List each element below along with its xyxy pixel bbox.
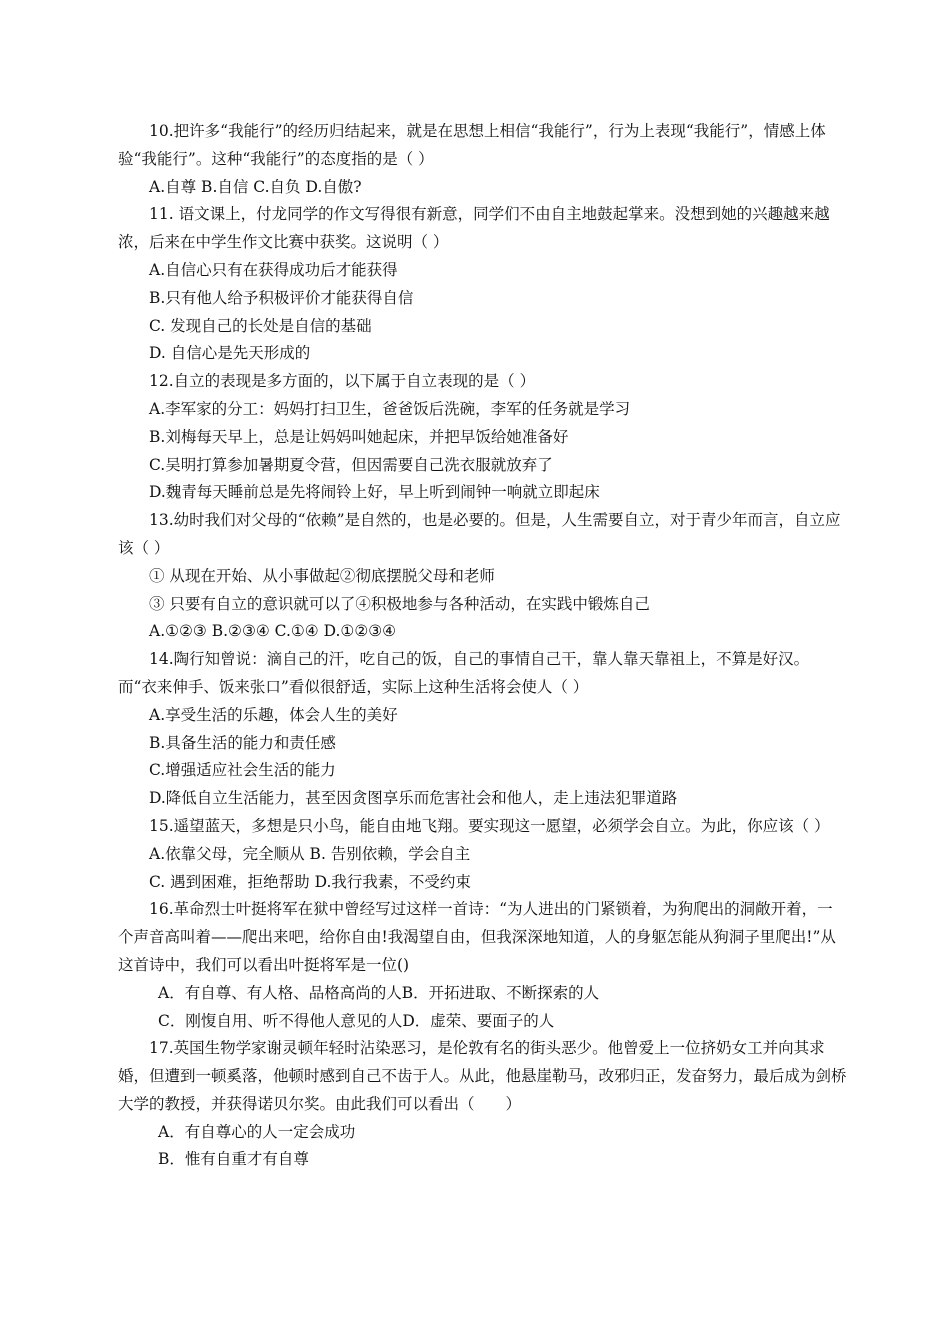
question-16 [118, 896, 848, 1035]
option-line: A.自信心只有在获得成功后才能获得 [149, 260, 398, 279]
question-13 [118, 507, 848, 646]
option-line: D. 自信心是先天形成的 [149, 344, 311, 363]
question-12 [118, 368, 848, 507]
option-line: A.①②③ B.②③④ C.①④ D.①②③④ [149, 622, 397, 641]
question-stem: 17.英国生物学家谢灵顿年轻时沾染恶习，是伦敦有名的街头恶少。他曾爱上一位挤奶女工并向其求婚，但遭到一顿奚落，他顿时感到自己不齿于人。从此，他悬崖勒马，改邪归正，发奋努力，最后成为剑桥大学的教授，并获得诺贝尔奖。由此我们可以看出（ ） [118, 1039, 847, 1113]
question-stem: 16.革命烈士叶挺将军在狱中曾经写过这样一首诗：“为人进出的门紧锁着，为狗爬出的洞敞开着，一个声音高叫着——爬出来吧，给你自由!我渴望自由，但我深深地知道，人的身躯怎能从狗洞子里爬出!”从这首诗中，我们可以看出叶挺将军是一位() [118, 900, 836, 974]
question-stem: 13.幼时我们对父母的“依赖”是自然的，也是必要的。但是，人生需要自立，对于青少年而言，自立应该（ ） [118, 511, 841, 557]
question-11 [118, 201, 848, 368]
option-line: C.增强适应社会生活的能力 [149, 761, 336, 780]
question-14 [118, 646, 848, 813]
option-line: B．惟有自重才有自尊 [158, 1150, 309, 1169]
option-line: C. 发现自己的长处是自信的基础 [149, 316, 372, 335]
question-stem: 14.陶行知曾说：滴自己的汗，吃自己的饭，自己的事情自己干，靠人靠天靠祖上，不算是好汉。而“衣来伸手、饭来张口”看似很舒适，实际上这种生活将会使人（ ） [118, 650, 810, 696]
option-line: B.只有他人给予积极评价才能获得自信 [149, 288, 414, 307]
option-line: A.李军家的分工：妈妈打扫卫生，爸爸饭后洗碗，李军的任务就是学习 [149, 399, 631, 418]
option-line: D.魏青每天睡前总是先将闹铃上好，早上听到闹钟一响就立即起床 [149, 483, 600, 502]
option-line: C. 遇到困难，拒绝帮助 D.我行我素，不受约束 [149, 872, 471, 891]
option-line: ③ 只要有自立的意识就可以了④积极地参与各种活动，在实践中锻炼自己 [149, 594, 650, 613]
question-stem: 10.把许多“我能行”的经历归结起来，就是在思想上相信“我能行”，行为上表现“我能行”，情感上体验“我能行”。这种“我能行”的态度指的是（ ） [118, 122, 826, 168]
option-line: A．有自尊心的人一定会成功 [158, 1122, 356, 1141]
option-line: D.降低自立生活能力，甚至因贪图享乐而危害社会和他人，走上违法犯罪道路 [149, 789, 678, 808]
question-stem: 15.遥望蓝天，多想是只小鸟，能自由地飞翔。要实现这一愿望，必须学会自立。为此，你应该（ ） [149, 816, 830, 835]
option-line: A.自尊 B.自信 C.自负 D.自傲? [149, 177, 362, 196]
question-stem: 11. 语文课上，付龙同学的作文写得很有新意，同学们不由自主地鼓起掌来。没想到她的兴趣越来越浓，后来在中学生作文比赛中获奖。这说明（ ） [118, 205, 830, 252]
option-line: C．刚愎自用、听不得他人意见的人D．虚荣、要面子的人 [158, 1011, 555, 1030]
option-line: B.具备生活的能力和责任感 [149, 733, 336, 752]
question-10 [118, 118, 848, 201]
option-line: A.享受生活的乐趣，体会人生的美好 [149, 705, 398, 724]
question-list [118, 118, 848, 1174]
option-line: A．有自尊、有人格、品格高尚的人B．开拓进取、不断探索的人 [158, 983, 600, 1002]
option-line: B.刘梅每天早上，总是让妈妈叫她起床，并把早饭给她准备好 [149, 427, 569, 446]
question-stem: 12.自立的表现是多方面的，以下属于自立表现的是（ ） [149, 372, 536, 391]
option-line: ① 从现在开始、从小事做起②彻底摆脱父母和老师 [149, 566, 495, 585]
option-line: C.吴明打算参加暑期夏令营，但因需要自己洗衣服就放弃了 [149, 455, 553, 474]
question-15 [118, 813, 848, 896]
question-17 [118, 1035, 848, 1174]
option-line: A.依靠父母，完全顺从 B. 告别依赖，学会自主 [149, 844, 471, 863]
